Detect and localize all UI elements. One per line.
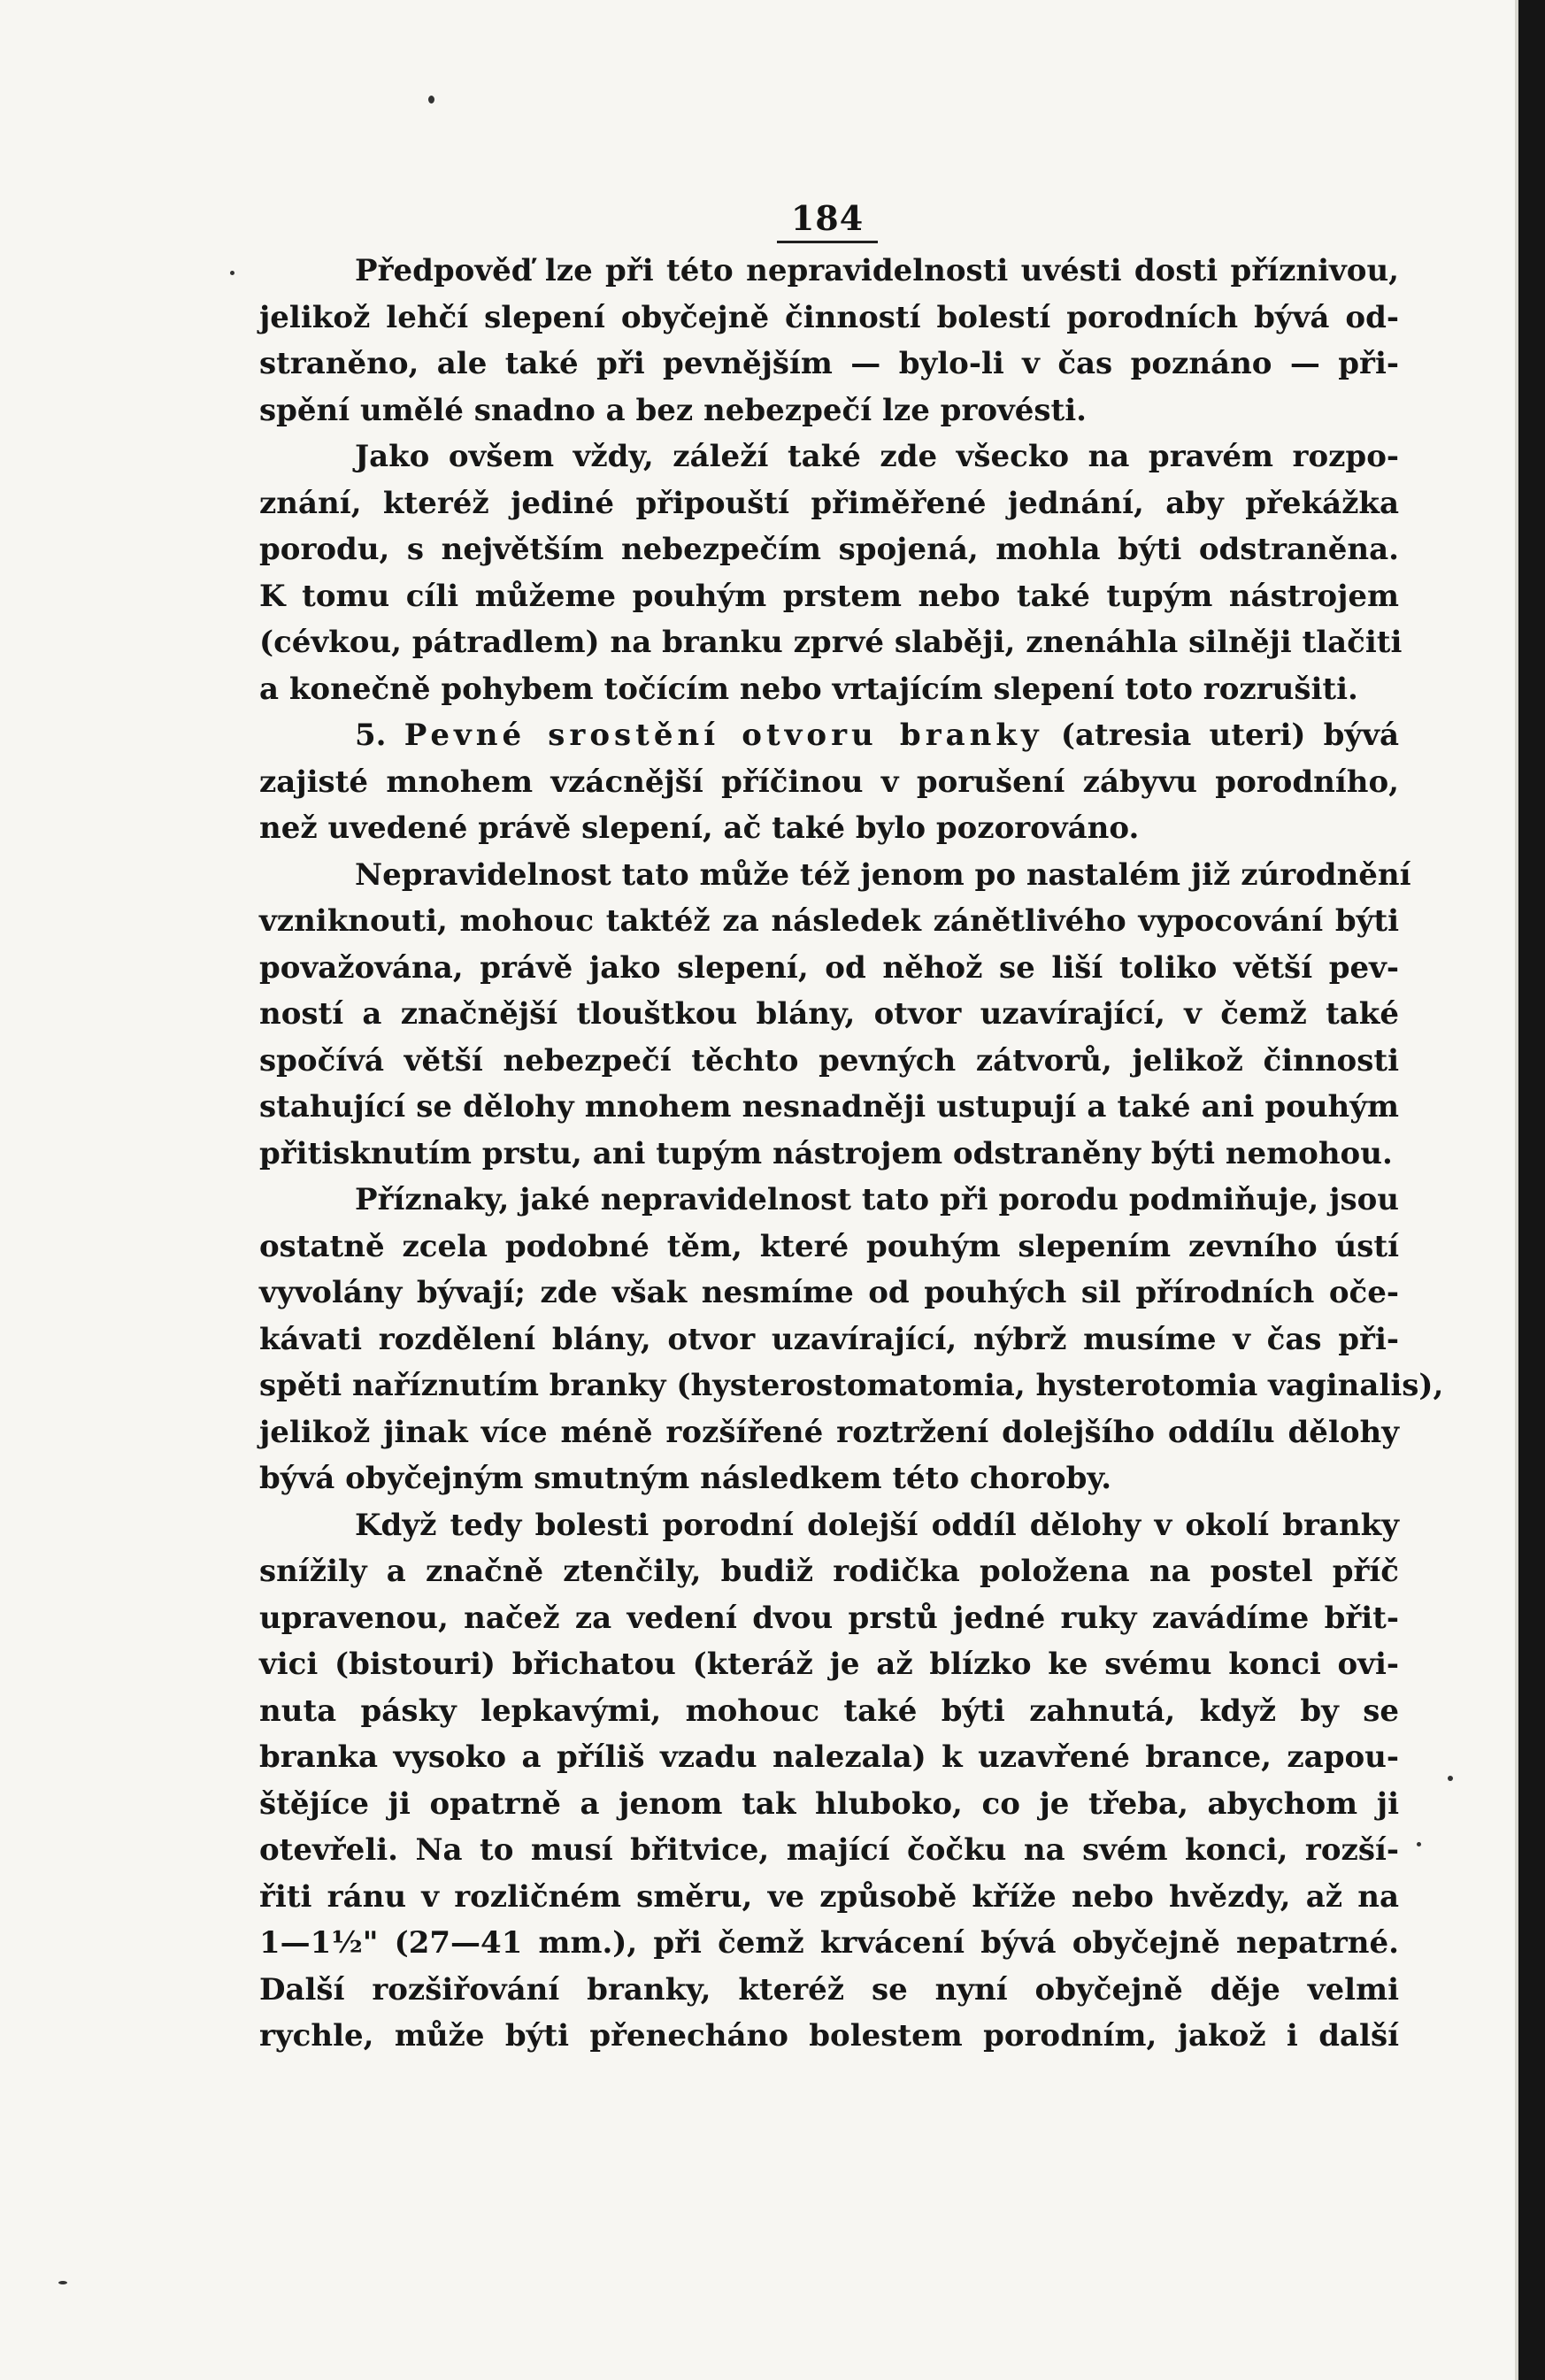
text-line: nuta pásky lepkavými, mohouc také býti zahnutá, když by se — [259, 1693, 1399, 1729]
body-text — [259, 248, 1444, 2060]
text-line: Příznaky, jaké nepravidelnost tato při porodu podmiňuje, jsou — [355, 1182, 1399, 1217]
text-line: vyvolány bývají; zde však nesmíme od pouhých sil přírodních oče- — [259, 1275, 1399, 1310]
ink-speck — [58, 2281, 67, 2284]
ink-speck — [1448, 1776, 1453, 1781]
text-line: Když tedy bolesti porodní dolejší oddíl dělohy v okolí branky — [355, 1507, 1399, 1543]
text-line: než uvedené právě slepení, ač také bylo pozorováno. — [259, 810, 1140, 846]
text-line: Předpověď lze při této nepravidelnosti uvésti dosti příznivou, — [355, 253, 1399, 288]
page-number-underline — [777, 241, 878, 243]
text-line: ostatně zcela podobné těm, které pouhým slepením zevního ústí — [259, 1228, 1399, 1264]
text-line: Jako ovšem vždy, záleží také zde všecko na pravém rozpo- — [355, 439, 1399, 474]
text-line: ností a značnější tlouštkou blány, otvor uzavírající, v čemž také — [259, 996, 1399, 1032]
text-line: rychle, může býti přenecháno bolestem porodním, jakož i další — [259, 2018, 1399, 2054]
text-line: a konečně pohybem točícím nebo vrtajícím slepení toto rozrušiti. — [259, 671, 1358, 707]
text-line: spočívá větší nebezpečí těchto pevných zátvorů, jelikož činnosti — [259, 1042, 1399, 1079]
text-line: upravenou, načež za vedení dvou prstů jedné ruky zavádíme břit- — [259, 1600, 1399, 1636]
text-line: stahující se dělohy mnohem nesnadněji ustupují a také ani pouhým — [259, 1089, 1399, 1125]
section-number: 5. — [355, 718, 387, 753]
text-line: spění umělé snadno a bez nebezpečí lze provésti. — [259, 392, 1088, 428]
ink-speck — [428, 96, 434, 104]
text-line: jelikož lehčí slepení obyčejně činností bolestí porodních bývá od- — [259, 299, 1399, 335]
ink-speck — [1417, 1842, 1421, 1846]
text-line: straněno, ale také při pevnějším — bylo-li v čas poznáno — při- — [259, 346, 1399, 381]
text-line: Nepravidelnost tato může též jenom po nastalém již zúrodnění — [355, 856, 1411, 893]
text-line: kávati rozdělení blány, otvor uzavírající, nýbrž musíme v čas při- — [259, 1321, 1399, 1357]
text-line: K tomu cíli můžeme pouhým prstem nebo také tupým nástrojem — [259, 578, 1399, 614]
text-line: vici (bistouri) břichatou (kteráž je až blízko ke svému konci ovi- — [259, 1647, 1399, 1682]
text-line: vzniknouti, mohouc taktéž za následek zánětlivého vypocování býti — [259, 903, 1399, 939]
text-line: zajisté mnohem vzácnější příčinou v porušení zábyvu porodního, — [259, 764, 1399, 800]
text-line: jelikož jinak více méně rozšířené roztržení dolejšího oddílu dělohy — [259, 1414, 1399, 1450]
scan-dark-edge — [1518, 0, 1545, 2380]
section-title: Pevné srostění otvoru branky — [404, 718, 1043, 753]
text-line: znání, kteréž jediné připouští přiměřené jednání, aby překážka — [259, 485, 1399, 521]
text-line: (cévkou, pátradlem) na branku zprvé slaběji, znenáhla silněji tlačiti — [259, 625, 1403, 660]
section-heading-line — [259, 712, 1399, 759]
page-number: 184 — [790, 198, 865, 238]
text-line: Další rozšiřování branky, kteréž se nyní obyčejně děje velmi — [259, 1971, 1399, 2008]
text-line: snížily a značně ztenčily, budiž rodička položena na postel příč — [259, 1554, 1399, 1589]
text-line: otevřeli. Na to musí břitvice, mající čočku na svém konci, rozší- — [259, 1832, 1399, 1868]
text-line: přitisknutím prstu, ani tupým nástrojem odstraněny býti nemohou. — [259, 1135, 1393, 1171]
text-line: považována, právě jako slepení, od něhož se liší toliko větší pev- — [259, 949, 1399, 986]
text-line: branka vysoko a příliš vzadu nalezala) k uzavřené brance, zapou- — [259, 1739, 1399, 1775]
text-line: porodu, s největším nebezpečím spojená, mohla býti odstraněna. — [259, 532, 1399, 567]
text-line: 1—1½" (27—41 mm.), při čemž krvácení bývá obyčejně nepatrné. — [259, 1925, 1399, 1961]
text-line: bývá obyčejným smutným následkem této choroby. — [259, 1461, 1112, 1496]
text-line: spěti naříznutím branky (hysterostomatomia, hysterotomia vaginalis), — [259, 1368, 1444, 1403]
section-latin-term: (atresia uteri) bývá — [1060, 718, 1399, 753]
text-line: řiti ránu v rozličném směru, ve způsobě kříže nebo hvězdy, až na — [259, 1878, 1399, 1915]
ink-speck — [230, 271, 234, 275]
text-line: štějíce ji opatrně a jenom tak hluboko, co je třeba, abychom ji — [259, 1785, 1399, 1822]
